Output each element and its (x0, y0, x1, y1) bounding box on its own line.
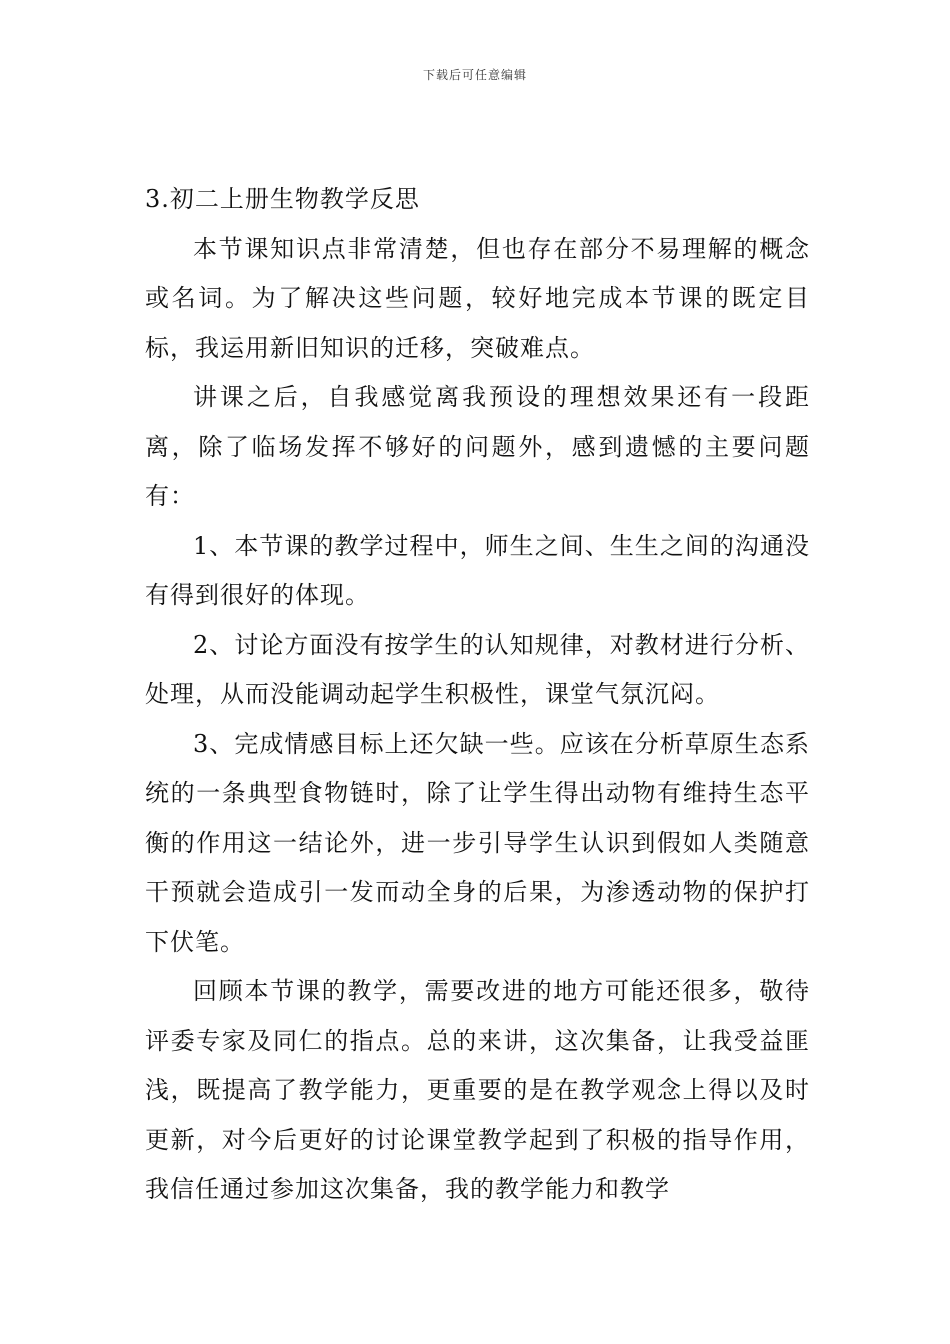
paragraph: 讲课之后，自我感觉离我预设的理想效果还有一段距离，除了临场发挥不够好的问题外，感到遗憾的主要问题有： (145, 383, 810, 510)
paragraph: 回顾本节课的教学，需要改进的地方可能还很多，敬待评委专家及同仁的指点。总的来讲，这次集备，让我受益匪浅，既提高了教学能力，更重要的是在教学观念上得以及时更新，对今后更好的讨论课堂教学起到了积极的指导作用，我信任通过参加这次集备，我的教学能力和教学 (145, 977, 810, 1203)
paragraph: 本节课知识点非常清楚，但也存在部分不易理解的概念或名词。为了解决这些问题，较好地完成本节课的既定目标，我运用新旧知识的迁移，突破难点。 (145, 234, 810, 362)
paragraph: 1、本节课的教学过程中，师生之间、生生之间的沟通没有得到很好的体现。 (145, 531, 810, 609)
paragraph: 3、完成情感目标上还欠缺一些。应该在分析草原生态系统的一条典型食物链时，除了让学生得出动物有维持生态平衡的作用这一结论外，进一步引导学生认识到假如人类随意干预就会造成引一发而动全身的后果，为渗透动物的保护打下伏笔。 (145, 729, 810, 956)
document-title: 3.初二上册生物教学反思 (145, 185, 420, 213)
document-body (145, 175, 810, 1215)
page-header-watermark: 下载后可任意编辑 (422, 68, 527, 82)
paragraph: 2、讨论方面没有按学生的认知规律，对教材进行分析、处理，从而没能调动起学生积极性，课堂气氛沉闷。 (145, 630, 810, 708)
